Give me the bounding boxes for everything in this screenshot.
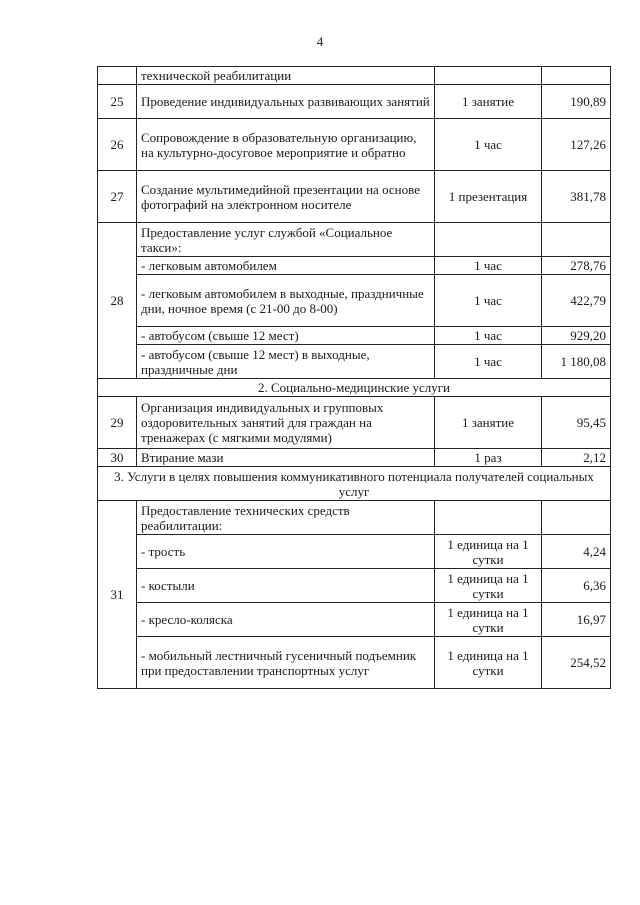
unit-cell	[435, 501, 542, 535]
service-name-cell: - легковым автомобилем в выходные, праздничные дни, ночное время (с 21-00 до 8-00)	[137, 275, 435, 327]
service-name-cell: Втирание мази	[137, 449, 435, 467]
section-title: 3. Услуги в целях повышения коммуникативного потенциала получателей социальных услуг	[98, 467, 611, 501]
price-cell: 422,79	[542, 275, 611, 327]
price-cell: 2,12	[542, 449, 611, 467]
price-cell: 929,20	[542, 327, 611, 345]
table-row	[98, 67, 611, 85]
service-name-cell: - легковым автомобилем	[137, 257, 435, 275]
price-cell	[542, 223, 611, 257]
section-header-row	[98, 379, 611, 397]
row-number-cell	[98, 67, 137, 85]
row-number-cell: 31	[98, 501, 137, 689]
section-title: 2. Социально-медицинские услуги	[98, 379, 611, 397]
table-row	[98, 223, 611, 257]
unit-cell: 1 презентация	[435, 171, 542, 223]
service-name-cell: - кресло-коляска	[137, 603, 435, 637]
price-cell: 1 180,08	[542, 345, 611, 379]
service-name-cell: - автобусом (свыше 12 мест) в выходные, праздничные дни	[137, 345, 435, 379]
section-header-row	[98, 467, 611, 501]
unit-cell: 1 занятие	[435, 85, 542, 119]
unit-cell: 1 занятие	[435, 397, 542, 449]
unit-cell: 1 единица на 1 сутки	[435, 637, 542, 689]
service-name-cell: - костыли	[137, 569, 435, 603]
service-name-cell: Организация индивидуальных и групповых оздоровительных занятий для граждан на тренажерах (с мягкими модулями)	[137, 397, 435, 449]
service-name-cell: - автобусом (свыше 12 мест)	[137, 327, 435, 345]
unit-cell: 1 единица на 1 сутки	[435, 535, 542, 569]
price-cell: 16,97	[542, 603, 611, 637]
table-row	[98, 637, 611, 689]
price-cell	[542, 67, 611, 85]
table-row	[98, 345, 611, 379]
table-row	[98, 119, 611, 171]
table-row	[98, 603, 611, 637]
row-number-cell: 27	[98, 171, 137, 223]
service-name-cell: Создание мультимедийной презентации на основе фотографий на электронном носителе	[137, 171, 435, 223]
service-group-header: Предоставление технических средств реабилитации:	[137, 501, 435, 535]
table-row	[98, 327, 611, 345]
service-name-cell: - мобильный лестничный гусеничный подъемник при предоставлении транспортных услуг	[137, 637, 435, 689]
table-row	[98, 257, 611, 275]
service-name-cell: Сопровождение в образовательную организацию, на культурно-досуговое мероприятие и обратно	[137, 119, 435, 171]
table-row	[98, 85, 611, 119]
unit-cell: 1 единица на 1 сутки	[435, 569, 542, 603]
service-name-cell: - трость	[137, 535, 435, 569]
row-number-cell: 30	[98, 449, 137, 467]
unit-cell: 1 час	[435, 275, 542, 327]
price-cell: 6,36	[542, 569, 611, 603]
service-name-cell: Проведение индивидуальных развивающих занятий	[137, 85, 435, 119]
table-row	[98, 449, 611, 467]
price-cell: 95,45	[542, 397, 611, 449]
row-number-cell: 25	[98, 85, 137, 119]
price-cell: 278,76	[542, 257, 611, 275]
price-cell	[542, 501, 611, 535]
table-row	[98, 569, 611, 603]
price-cell: 254,52	[542, 637, 611, 689]
row-number-cell: 28	[98, 223, 137, 379]
unit-cell: 1 час	[435, 327, 542, 345]
price-cell: 4,24	[542, 535, 611, 569]
unit-cell: 1 час	[435, 257, 542, 275]
page-number: 4	[316, 34, 324, 49]
row-number-cell: 26	[98, 119, 137, 171]
unit-cell	[435, 223, 542, 257]
service-group-header: Предоставление услуг службой «Социальное такси»:	[137, 223, 435, 257]
service-name-cell: технической реабилитации	[137, 67, 435, 85]
price-cell: 381,78	[542, 171, 611, 223]
unit-cell	[435, 67, 542, 85]
unit-cell: 1 час	[435, 119, 542, 171]
row-number-cell: 29	[98, 397, 137, 449]
unit-cell: 1 раз	[435, 449, 542, 467]
table-row	[98, 535, 611, 569]
unit-cell: 1 час	[435, 345, 542, 379]
table-row	[98, 171, 611, 223]
table-row	[98, 397, 611, 449]
price-cell: 190,89	[542, 85, 611, 119]
table-row	[98, 501, 611, 535]
services-price-table	[97, 66, 611, 689]
table-row	[98, 275, 611, 327]
unit-cell: 1 единица на 1 сутки	[435, 603, 542, 637]
price-cell: 127,26	[542, 119, 611, 171]
